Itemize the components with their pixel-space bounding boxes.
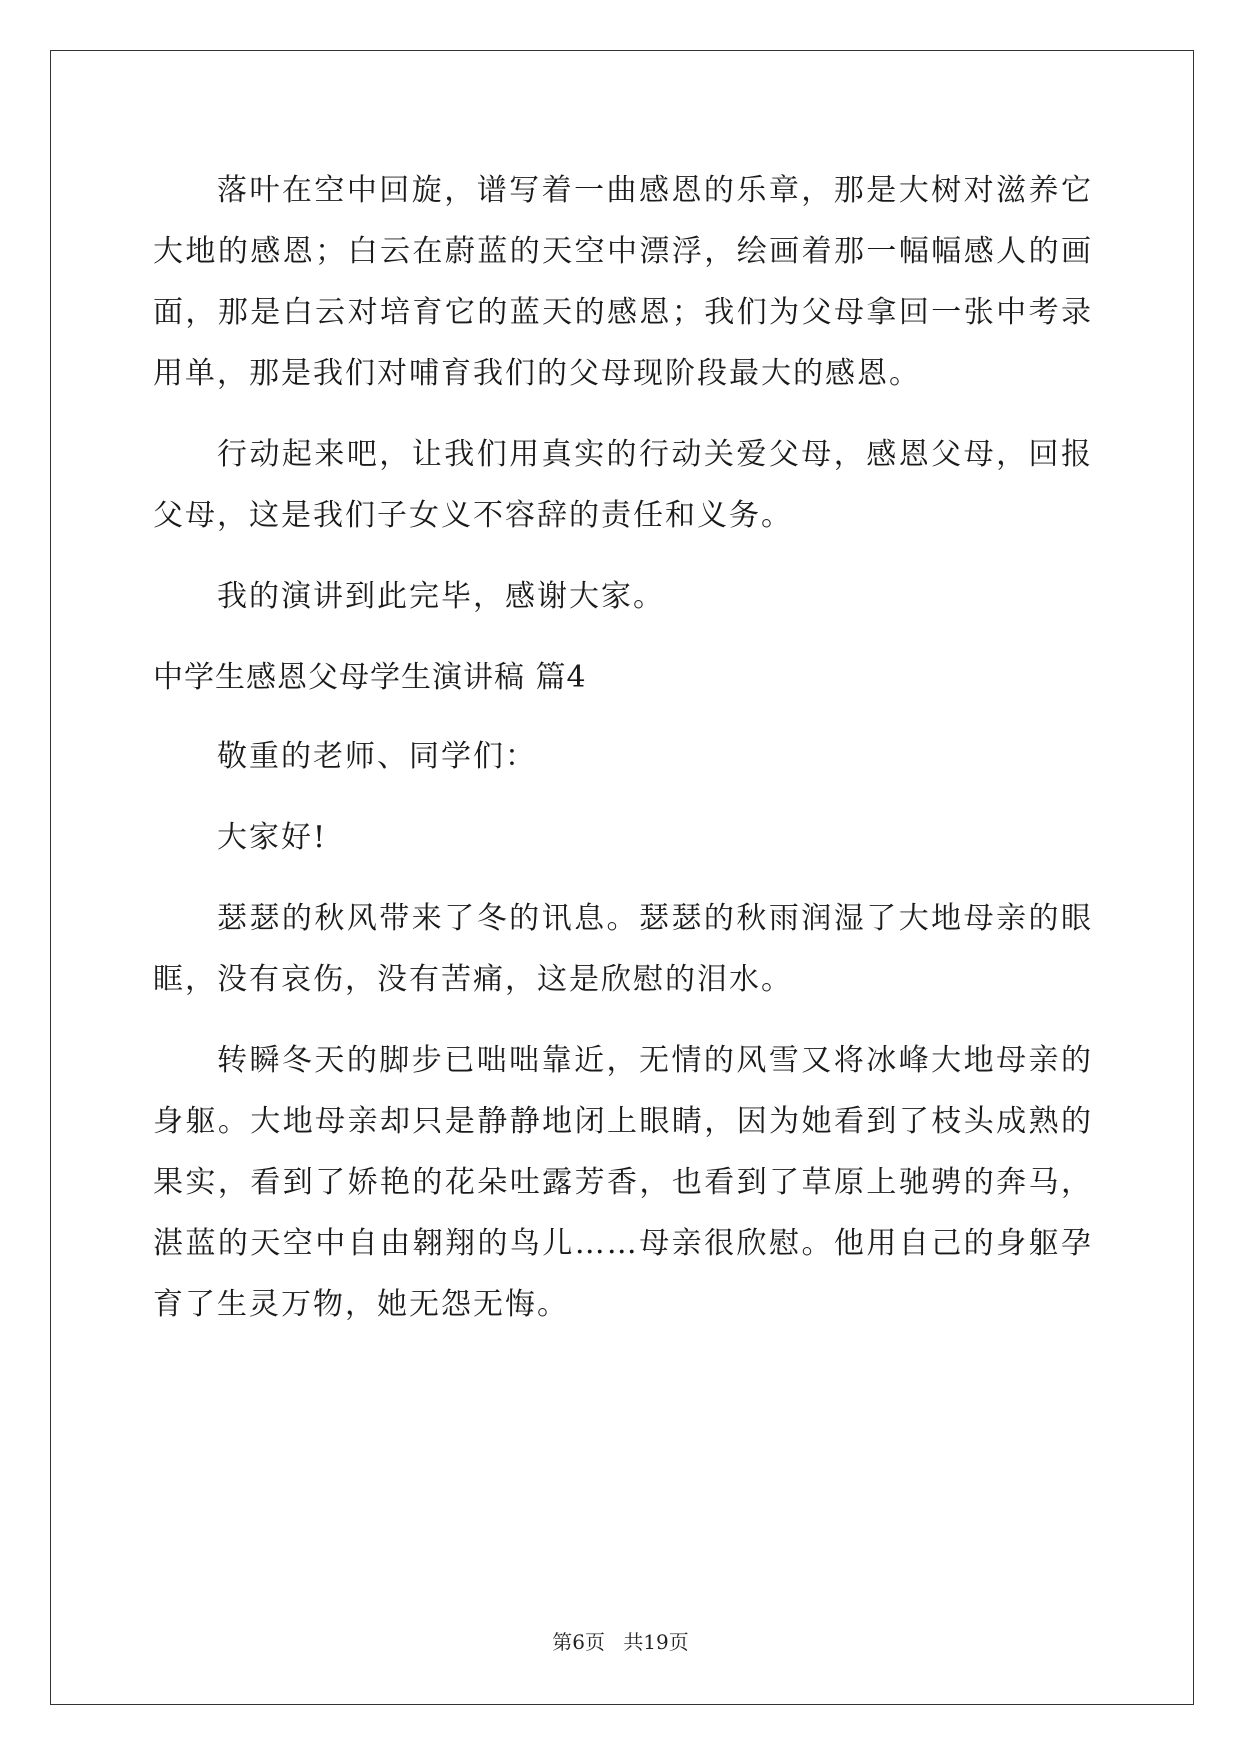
current-page-number: 第6页 bbox=[552, 1630, 605, 1654]
total-pages: 共19页 bbox=[623, 1630, 689, 1654]
paragraph: 敬重的老师、同学们： bbox=[217, 739, 537, 774]
paragraph: 我的演讲到此完毕，感谢大家。 bbox=[217, 579, 665, 614]
paragraph: 转瞬冬天的脚步已咄咄靠近，无情的风雪又将冰峰大地母亲的身躯。大地母亲却只是静静地闭上眼睛，因为她看到了枝头成熟的果实，看到了娇艳的花朵吐露芳香，也看到了草原上驰骋的奔马，湛蓝的天空中自由翱翔的鸟儿……母亲很欣慰。他用自己的身躯孕育了生灵万物，她无怨无悔。 bbox=[153, 1043, 1093, 1322]
paragraph: 瑟瑟的秋风带来了冬的讯息。瑟瑟的秋雨润湿了大地母亲的眼眶，没有哀伤，没有苦痛，这是欣慰的泪水。 bbox=[153, 901, 1093, 997]
section-heading: 中学生感恩父母学生演讲稿 篇4 bbox=[153, 660, 587, 695]
paragraph: 大家好! bbox=[217, 820, 328, 855]
paragraph: 落叶在空中回旋，谱写着一曲感恩的乐章，那是大树对滋养它大地的感恩；白云在蔚蓝的天空中漂浮，绘画着那一幅幅感人的画面，那是白云对培育它的蓝天的感恩；我们为父母拿回一张中考录用单，那是我们对哺育我们的父母现阶段最大的感恩。 bbox=[153, 173, 1093, 391]
paragraph: 行动起来吧，让我们用真实的行动关爱父母，感恩父母，回报父母，这是我们子女义不容辞的责任和义务。 bbox=[153, 437, 1093, 533]
page-footer bbox=[0, 1630, 1241, 1654]
document-body bbox=[153, 160, 1093, 1355]
